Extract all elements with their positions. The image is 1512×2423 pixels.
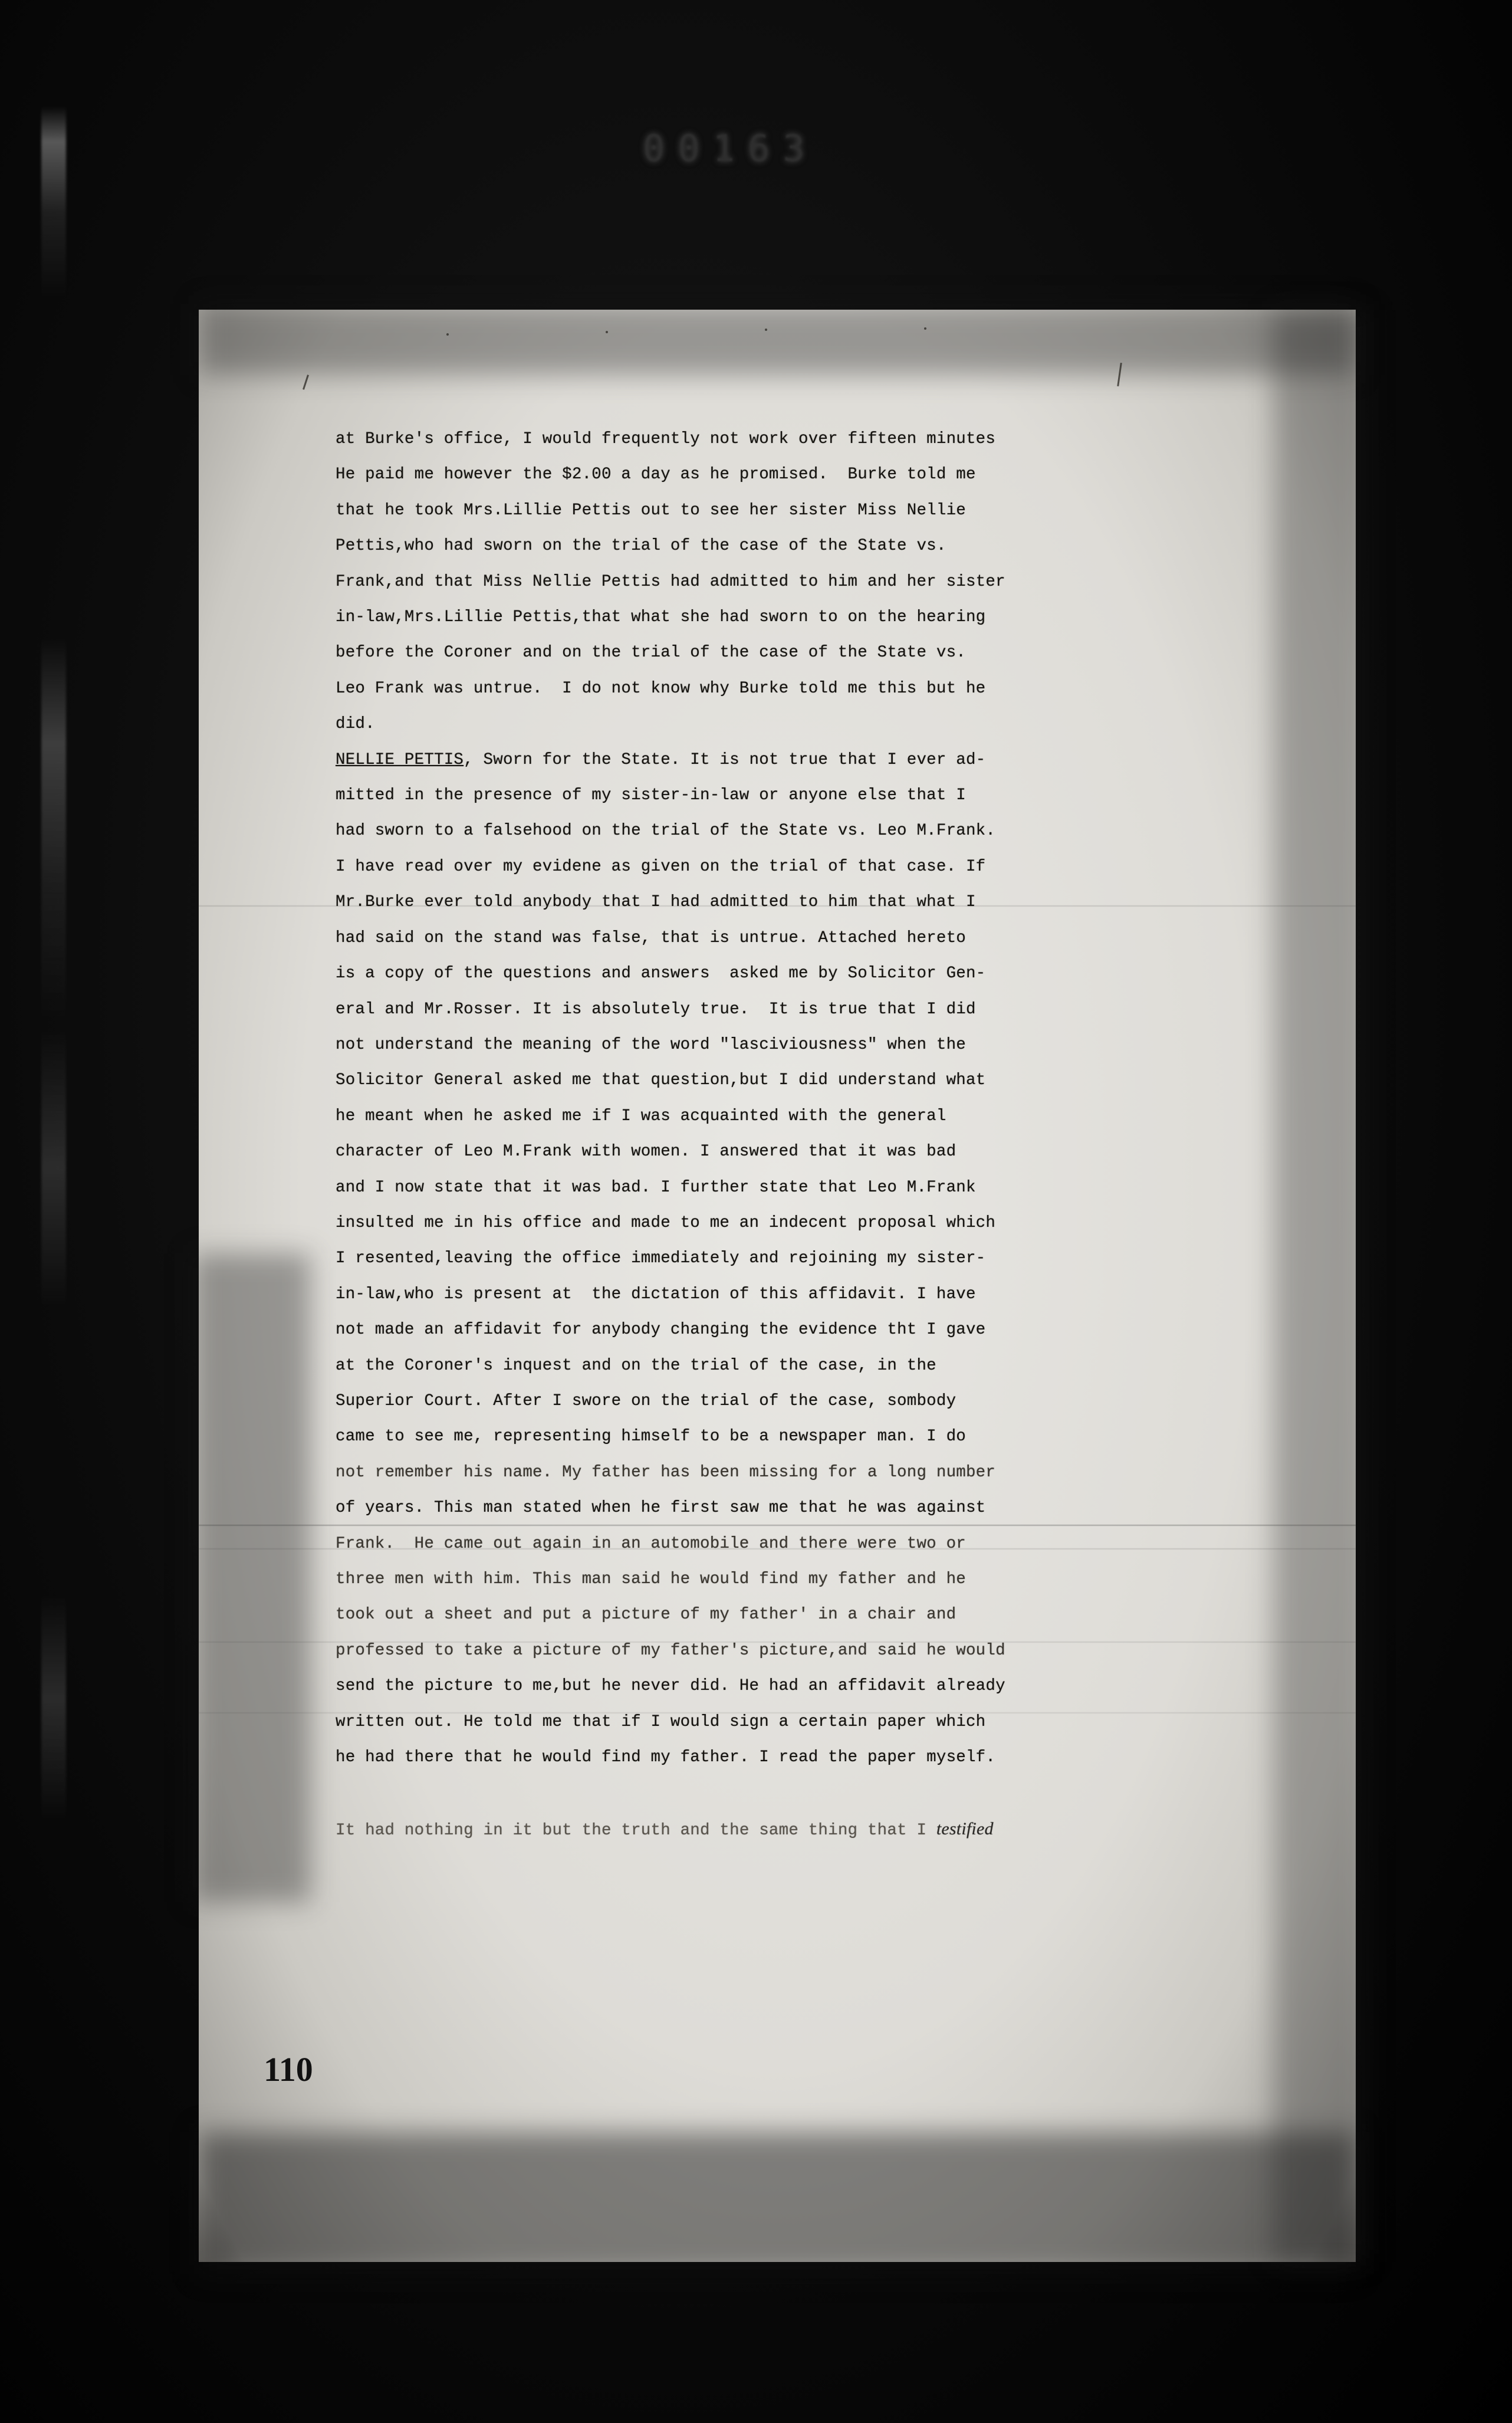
text-line: had sworn to a falsehood on the trial of the State vs. Leo M.Frank. — [336, 822, 996, 841]
stray-mark — [924, 327, 926, 330]
paragraph-burke-testimony — [336, 422, 1291, 743]
document-text — [336, 422, 1291, 1849]
film-edge-artifact — [41, 106, 66, 1876]
text-line: he had there that he would find my father. I read the paper myself. — [336, 1748, 996, 1767]
text-line: Frank,and that Miss Nellie Pettis had admitted to him and her sister — [336, 572, 1005, 591]
text-line: I have read over my evidene as given on the trial of that case. If — [336, 857, 986, 876]
film-header-number: 00163 — [643, 127, 818, 170]
text-line: is a copy of the questions and answers asked me by Solicitor Gen- — [336, 964, 986, 983]
text-line: character of Leo M.Frank with women. I answered that it was bad — [336, 1142, 956, 1161]
text-line: Pettis,who had sworn on the trial of the case of the State vs. — [336, 537, 946, 556]
text-line-prefix: It had — [336, 1821, 405, 1840]
text-line: send the picture to me,but he never did. He had an affidavit already — [336, 1677, 1005, 1696]
text-line: Solicitor General asked me that question,but I did understand what — [336, 1071, 986, 1090]
text-line: that he took Mrs.Lillie Pettis out to see her sister Miss Nellie — [336, 501, 966, 520]
document-page — [199, 310, 1356, 2262]
text-line: in-law,Mrs.Lillie Pettis,that what she had sworn to on the hearing — [336, 608, 986, 627]
stray-mark — [446, 333, 449, 336]
stray-mark — [765, 329, 767, 331]
page-number-stamp: 110 — [264, 2050, 313, 2089]
text-line: written out. He told me that if I would sign a certain paper which — [336, 1712, 986, 1731]
text-line: took out a sheet and put a picture of my father' in a chair and — [336, 1606, 956, 1624]
text-line: Mr.Burke ever told anybody that I had admitted to him that what I — [336, 893, 976, 912]
paragraph-nellie-pettis-affidavit — [336, 743, 1291, 1849]
text-line: I resented,leaving the office immediately and rejoining my sister- — [336, 1249, 986, 1268]
text-line: of years. This man stated when he first saw me that he was against — [336, 1499, 986, 1518]
text-line: He paid me however the $2.00 a day as he promised. Burke told me — [336, 465, 976, 484]
text-line: Leo Frank was untrue. I do not know why Burke told me this but he — [336, 679, 986, 698]
text-line: Superior Court. After I swore on the trial of the case, sombody — [336, 1391, 956, 1410]
text-line: not made an affidavit for anybody changing the evidence tht I gave — [336, 1321, 986, 1339]
text-line: not remember his name. My father has been missing for a long number — [336, 1463, 996, 1482]
text-line: had said on the stand was false, that is untrue. Attached hereto — [336, 928, 966, 947]
text-line: eral and Mr.Rosser. It is absolutely true. It is true that I did — [336, 1000, 976, 1019]
stray-mark — [606, 331, 608, 333]
text-line: insulted me in his office and made to me an indecent proposal which — [336, 1213, 996, 1232]
text-line: at Burke's office, I would frequently not work over fifteen minutes — [336, 430, 996, 448]
text-line: , Sworn for the State. It is not true that I ever ad- — [464, 750, 986, 769]
text-line: not understand the meaning of the word "lasciviousness" when the — [336, 1035, 966, 1054]
text-line: professed to take a picture of my father's picture,and said he would — [336, 1641, 1005, 1660]
text-line: came to see me, representing himself to be a newspaper man. I do — [336, 1427, 966, 1446]
text-line: three men with him. This man said he would find my father and he — [336, 1570, 966, 1588]
text-line: mitted in the presence of my sister-in-law or anyone else that I — [336, 786, 966, 805]
text-line: Frank. He came out again in an automobile and there were two or — [336, 1534, 966, 1553]
text-line: he meant when he asked me if I was acquainted with the general — [336, 1107, 946, 1125]
text-line: and I now state that it was bad. I further state that Leo M.Frank — [336, 1178, 976, 1197]
text-line: before the Coroner and on the trial of the case of the State vs. — [336, 643, 966, 662]
affiant-name: NELLIE PETTIS — [336, 750, 464, 769]
text-line: in-law,who is present at the dictation of this affidavit. I have — [336, 1285, 976, 1304]
handwritten-annotation: testified — [936, 1818, 994, 1838]
text-line: did. — [336, 715, 375, 734]
text-line: nothing in it but the truth and the same thing that I — [404, 1821, 936, 1840]
text-line: at the Coroner's inquest and on the trial of the case, in the — [336, 1356, 936, 1375]
